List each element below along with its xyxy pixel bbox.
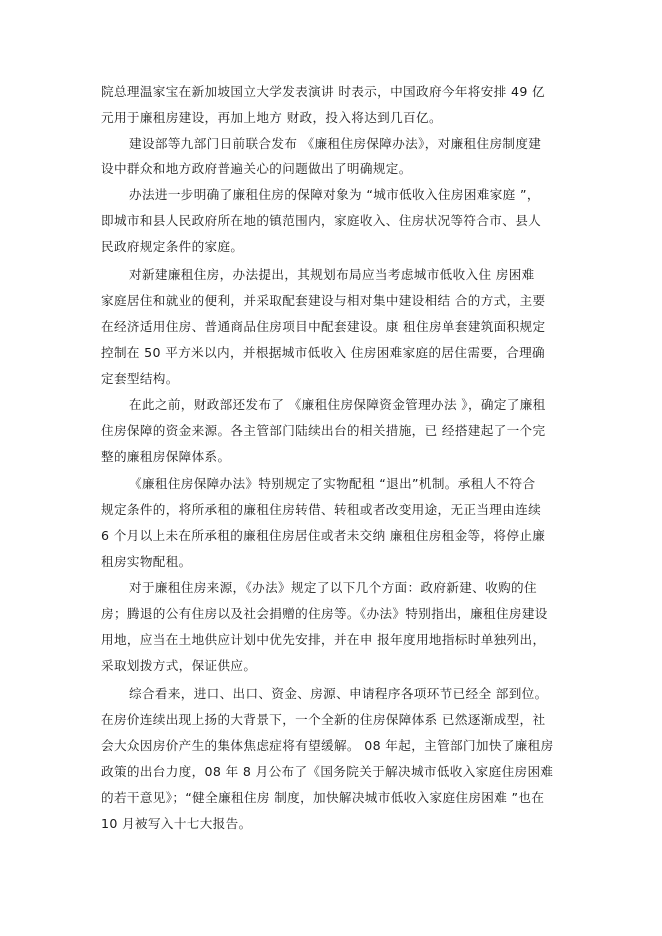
paragraph-line: 在此之前，财政部还发布了 《廉租住房保障资金管理办法 》，确定了廉租 [129, 397, 546, 412]
paragraph-line: 会大众因房价产生的集体焦虑症将有望缓解。 08 年起，主管部门加快了廉租房 [101, 738, 554, 753]
paragraph-line: 房；腾退的公有住房以及社会捐赠的住房等。《办法》特别指出，廉租住房建设 [101, 606, 548, 621]
paragraph-line: 控制在 50 平方米以内，并根据城市低收入 住房困难家庭的居住需要，合理确 [101, 345, 545, 360]
paragraph-line: 家庭居住和就业的便利，并采取配套建设与相对集中建设相结 合的方式，主要 [101, 293, 546, 308]
paragraph-line: 采取划拨方式，保证供应。 [101, 658, 257, 673]
paragraph-line: 元用于廉租房建设，再加上地方 财政，投入将达到几百亿。 [101, 110, 442, 125]
paragraph-line: 建设部等九部门日前联合发布 《廉租住房保障办法》，对廉租住房制度建 [129, 136, 542, 151]
paragraph-line: 在房价连续出现上扬的大背景下，一个全新的住房保障体系 已然逐渐成型，社 [101, 712, 546, 727]
paragraph-line: 政策的出台力度，08 年 8 月公布了《国务院关于解决城市低收入家庭住房困难 [101, 764, 554, 779]
paragraph-line: 综合看来，进口、出口、资金、房源、申请程序各项环节已经全 部到位。 [129, 686, 548, 701]
paragraph-line: 即城市和县人民政府所在地的镇范围内，家庭收入、住房状况等符合市、县人 [101, 213, 542, 228]
paragraph-line: 住房保障的资金来源。各主管部门陆续出台的相关措施，已 经搭建起了一个完 [101, 423, 546, 438]
paragraph-line: 的若干意见》；“健全廉租住房 制度，加快解决城市低收入家庭住房困难 ”也在 [101, 790, 545, 805]
paragraph-line: 院总理温家宝在新加坡国立大学发表演讲 时表示，中国政府今年将安排 49 亿 [101, 84, 545, 99]
paragraph-line: 规定条件的，将所承租的廉租住房转借、转租或者改变用途，无正当理由连续 [101, 502, 542, 517]
paragraph-line: 租房实物配租。 [101, 554, 192, 569]
paragraph-line: 10 月被写入十七大报告。 [101, 816, 252, 831]
paragraph-line: 6 个月以上未在所承租的廉租住房居住或者未交纳 廉租住房租金等，将停止廉 [101, 528, 546, 543]
paragraph-line: 整的廉租房保障体系。 [101, 449, 231, 464]
paragraph-line: 办法进一步明确了廉租住房的保障对象为 “城市低收入住房困难家庭 ”， [129, 187, 540, 202]
paragraph-line: 设中群众和地方政府普遍关心的问题做出了明确规定。 [101, 161, 412, 176]
paragraph-line: 定套型结构。 [101, 371, 179, 386]
paragraph-line: 《廉租住房保障办法》特别规定了实物配租 “退出”机制。承租人不符合 [129, 476, 536, 491]
paragraph-line: 对于廉租住房来源，《办法》规定了以下几个方面：政府新建、收购的住 [129, 580, 537, 595]
paragraph-line: 民政府规定条件的家庭。 [101, 239, 244, 254]
paragraph-line: 用地，应当在土地供应计划中优先安排，并在申 报年度用地指标时单独列出， [101, 632, 546, 647]
paragraph-line: 在经济适用住房、普通商品住房项目中配套建设。康 租住房单套建筑面积规定 [101, 319, 546, 334]
paragraph-line: 对新建廉租住房，办法提出，其规划布局应当考虑城市低收入住 房困难 [129, 267, 535, 282]
